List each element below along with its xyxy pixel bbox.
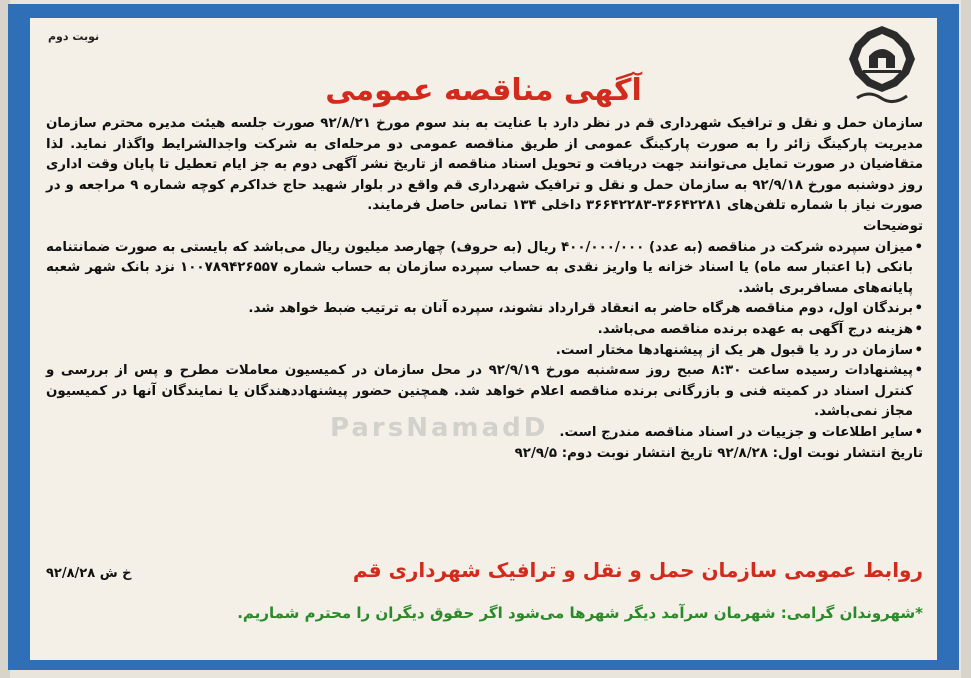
watermark: ParsNamadD <box>330 413 549 443</box>
citizens-slogan: *شهروندان گرامی: شهرمان سرآمد دیگر شهرها می‌شود اگر حقوق دیگران را محترم شماریم. <box>237 604 923 622</box>
signature-row <box>46 558 923 598</box>
notice-title: آگهی مناقصه عمومی <box>325 73 642 108</box>
right-margin <box>961 0 971 678</box>
notice-body <box>46 114 923 464</box>
notes-heading: توضیحات <box>863 218 923 234</box>
publication-dates: تاریخ انتشار نوبت اول: ۹۲/۸/۲۸ تاریخ انتشار نوبت دوم: ۹۲/۹/۵ <box>514 445 923 461</box>
notice-frame <box>8 4 959 670</box>
note-item: • سازمان در رد یا قبول هر یک از پیشنهادها مختار است. <box>46 341 923 362</box>
note-item: • برندگان اول، دوم مناقصه هرگاه حاضر به انعقاد قرارداد نشوند، سپرده آنان به ترتیب ضبط خواهد شد. <box>46 299 923 320</box>
note-item: • هزینه درج آگهی به عهده برنده مناقصه می‌باشد. <box>46 320 923 341</box>
notice-paper <box>30 18 937 660</box>
intro-paragraph: سازمان حمل و نقل و ترافیک شهرداری قم در نظر دارد با عنایت به بند سوم مورخ ۹۲/۸/۲۱ صورت جلسه هیئت مدیره محترم سازمان مدیریت پارکینگ زائر را به صورت پارکینگ عمومی از طریق مناقصه عمومی دو مرحله‌ای به شرکت واجدالشرایط واگذار نماید. لذا متقاضیان در صورت تمایل می‌توانند جهت دریافت و تحویل اسناد مناقصه از تاریخ نشر آگهی دوم به جز ایام تعطیل تا پایان وقت اداری روز دوشنبه مورخ ۹۲/۹/۱۸ به سازمان حمل و نقل و ترافیک شهرداری قم واقع در بلوار شهید حاج خداکرم کوچه شماره ۹ مراجعه و در صورت نیاز با شماره تلفن‌های ۳۶۶۴۲۲۸۱-۳۶۶۴۲۲۸۳ داخلی ۱۳۴ تماس حاصل فرمایند. <box>46 116 923 214</box>
note-item: • میزان سپرده شرکت در مناقصه (به عدد) ۴۰۰/۰۰۰/۰۰۰ ریال (به حروف) چهارصد میلیون ریال می‌باشد که بایستی به صورت ضمانتنامه بانکی (با اعتبار سه ماه) یا اسناد خزانه یا واریز نقدی به حساب سپرده سازمان به حساب شماره ۱۰۰۷۸۹۴۲۶۵۵۷ نزد بانک شهر شعبه پایانه‌های مسافربری باشد. <box>46 238 923 300</box>
public-relations-signature: روابط عمومی سازمان حمل و نقل و ترافیک شهرداری قم <box>352 558 923 582</box>
ad-code: خ ش ۹۲/۸/۲۸ <box>46 566 132 581</box>
round-label: نوبت دوم <box>48 30 100 43</box>
note-item: • پیشنهادات رسیده ساعت ۸:۳۰ صبح روز سه‌شنبه مورخ ۹۲/۹/۱۹ در محل سازمان در کمیسیون معاملات مطرح و پس از بررسی و کنترل اسناد در کمیته فنی و بازرگانی برنده مناقصه اعلام خواهد شد. همچنین حضور پیشنهاددهندگان یا نمایندگان آنها در کمیسیون مجاز نمی‌باشد. <box>46 361 923 423</box>
note-item: • سایر اطلاعات و جزییات در اسناد مناقصه مندرج است. <box>46 423 923 444</box>
